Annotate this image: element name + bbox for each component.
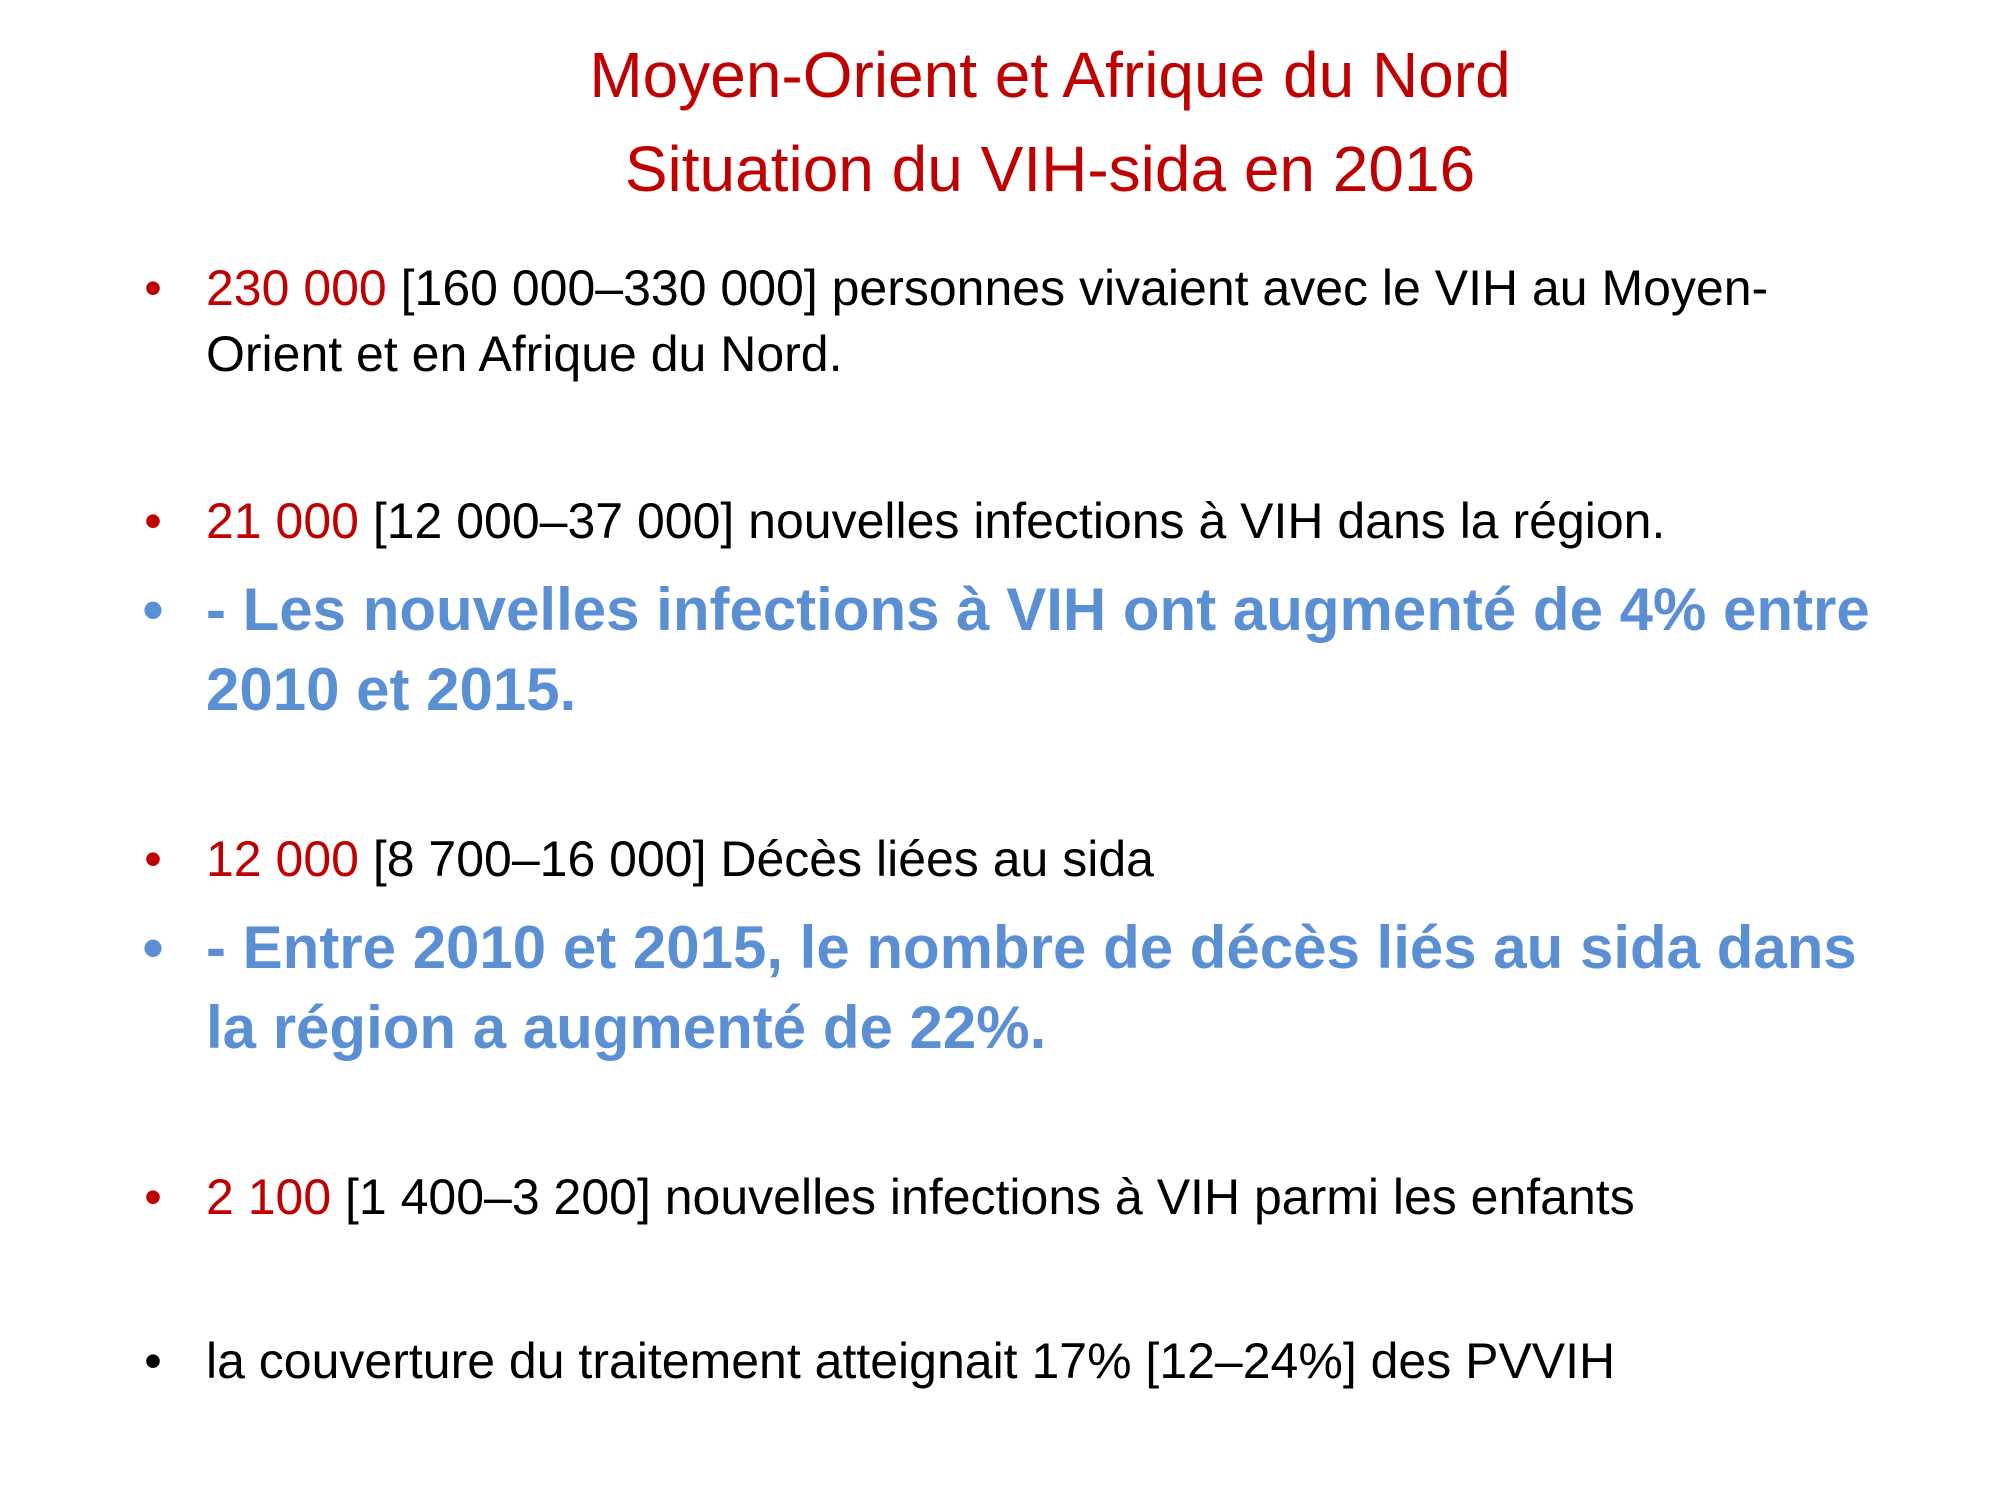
bullet-rest: [160 000–330 000] personnes vivaient avec le VIH au Moyen-Orient et en Afrique du Nord. [206, 260, 1769, 382]
bullet-rest: [8 700–16 000] Décès liées au sida [358, 831, 1154, 887]
bullet-text: la couverture du traitement atteignait 17% [12–24%] des PVVIH [206, 1333, 1616, 1389]
bullet-rest: [1 400–3 200] nouvelles infections à VIH parmi les enfants [331, 1169, 1635, 1225]
bullet-text [206, 255, 1886, 387]
bullet-text [206, 1164, 1886, 1230]
title-line-2: Situation du VIH-sida en 2016 [624, 133, 1476, 205]
highlight-number: 2 100 [206, 1169, 332, 1225]
bullet-text [206, 488, 1886, 554]
bullet-dot: • [142, 914, 164, 981]
bullet-text: - Entre 2010 et 2015, le nombre de décès liés au sida dans la région a augmenté de 22%. [206, 914, 1857, 1061]
bullet-text: - Les nouvelles infections à VIH ont augmenté de 4% entre 2010 et 2015. [206, 576, 1870, 723]
bullet-dot: • [144, 1169, 162, 1225]
bullet-dot: • [144, 831, 162, 887]
title-line-1: Moyen-Orient et Afrique du Nord [589, 39, 1511, 111]
bullet-dot: • [144, 493, 162, 549]
bullet-rest: [12 000–37 000] nouvelles infections à VIH dans la région. [358, 493, 1666, 549]
highlight-number: 21 000 [206, 493, 359, 549]
bullet-text [206, 826, 1886, 892]
bullet-dot: • [144, 260, 162, 316]
bullet-dot: • [144, 1333, 162, 1389]
highlight-number: 12 000 [206, 831, 359, 887]
slide-title [200, 28, 1900, 216]
bullet-dot: • [142, 576, 164, 643]
highlight-number: 230 000 [206, 260, 387, 316]
